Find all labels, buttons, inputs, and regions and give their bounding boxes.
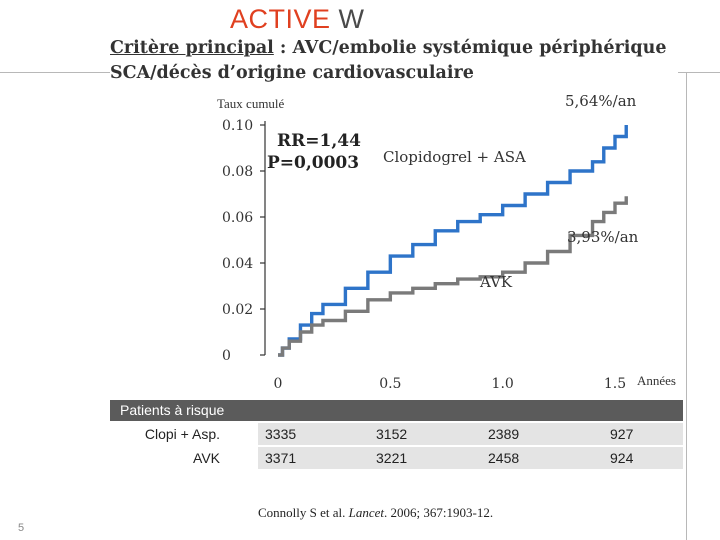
risk-value: 3371 bbox=[265, 450, 297, 466]
subtitle-line-2: SCA/décès d’origine cardiovasculaire bbox=[110, 63, 474, 83]
risk-value: 3335 bbox=[265, 426, 297, 442]
citation bbox=[258, 505, 493, 521]
citation-authors: Connolly S et al. bbox=[258, 505, 349, 520]
x-tick-label: 0 bbox=[273, 376, 283, 392]
rate-label: 5,64%/an bbox=[565, 92, 637, 110]
y-tick-label: 0.06 bbox=[222, 210, 254, 226]
subtitle-underlined: Critère principal bbox=[110, 38, 274, 58]
y-tick-label: 0.02 bbox=[222, 302, 254, 318]
page-number: 5 bbox=[18, 522, 25, 534]
risk-value: 3221 bbox=[376, 450, 408, 466]
title-main: ACTIVE bbox=[230, 4, 331, 34]
risk-row-label: Clopi + Asp. bbox=[144, 426, 220, 442]
series-labels bbox=[267, 92, 639, 291]
risk-value: 927 bbox=[610, 426, 634, 442]
risk-value: 2389 bbox=[488, 426, 520, 442]
stats-p: P=0,0003 bbox=[267, 153, 360, 173]
risk-value: 2458 bbox=[488, 450, 520, 466]
title-w: W bbox=[338, 4, 365, 34]
series-avk-line bbox=[278, 196, 626, 355]
x-tick-label: 0.5 bbox=[379, 376, 402, 392]
series-label: AVK bbox=[480, 273, 513, 291]
y-tick-label: 0.08 bbox=[222, 164, 254, 180]
subtitle-rest: : AVC/embolie systémique périphérique bbox=[273, 38, 667, 58]
risk-value: 3152 bbox=[376, 426, 408, 442]
y-axis-title: Taux cumulé bbox=[217, 96, 285, 111]
citation-details: . 2006; 367:1903-12. bbox=[384, 505, 494, 520]
axes bbox=[260, 121, 265, 355]
citation-journal: Lancet bbox=[348, 505, 385, 520]
risk-row-avk bbox=[110, 447, 683, 469]
x-axis-title: Années bbox=[637, 373, 676, 388]
risk-value: 924 bbox=[610, 450, 634, 466]
x-tick-label: 1.5 bbox=[603, 376, 627, 392]
rate-label: 3,93%/an bbox=[567, 228, 639, 246]
series-label: Clopidogrel + ASA bbox=[383, 148, 526, 166]
y-tick-label: 0 bbox=[222, 348, 231, 364]
risk-row-clopi bbox=[110, 423, 683, 445]
risk-table-header: Patients à risque bbox=[110, 400, 683, 421]
x-tick-label: 1.0 bbox=[491, 376, 514, 392]
y-tick-label: 0.04 bbox=[222, 256, 254, 272]
risk-row-label: AVK bbox=[193, 450, 220, 466]
stats-rr: RR=1,44 bbox=[277, 131, 361, 151]
y-tick-label: 0.10 bbox=[222, 118, 254, 134]
